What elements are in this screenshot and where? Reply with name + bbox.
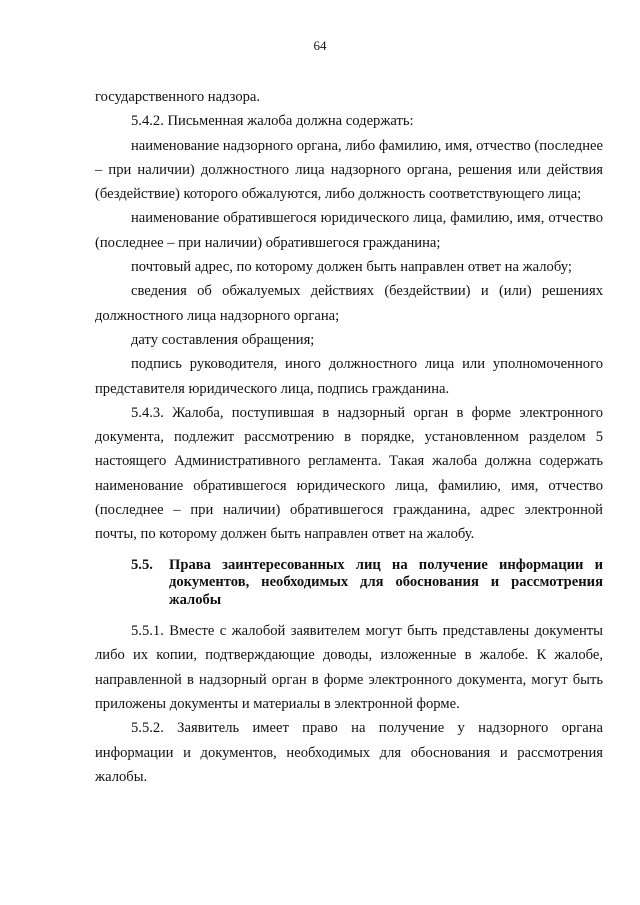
section-number: 5.5.: [131, 556, 153, 573]
paragraph-5-4-3: 5.4.3. Жалоба, поступившая в надзорный орган в форме электронного документа, подлежит рассмотрению в порядке, установленном разделом 5 настоящего Административного регламента. Такая жалоба должна содержать наименование обратившегося юридического лица, фамилию, имя, отчество (последнее – при наличии) обратившегося гражданина, адрес электронной почты, по которому должен быть направлен ответ на жалобу.: [95, 404, 603, 543]
list-item-authority-name: наименование надзорного органа, либо фамилию, имя, отчество (последнее – при наличии) должностного лица надзорного органа, решения или действия (бездействие) которого обжалуются, либо должность соответствующего лица;: [95, 137, 603, 203]
paragraph-5-5-1: 5.5.1. Вместе с жалобой заявителем могут быть представлены документы либо их копии, подтверждающие доводы, изложенные в жалобе. К жалобе, направленной в надзорный орган в форме электронного документа, могут быть приложены документы и материалы в электронной форме.: [95, 623, 603, 713]
page-number: 64: [313, 38, 327, 53]
list-item-signature: подпись руководителя, иного должностного лица или уполномоченного представителя юридического лица, подпись гражданина.: [95, 356, 603, 397]
paragraph-5-4-2-heading: 5.4.2. Письменная жалоба должна содержать:: [131, 113, 414, 130]
list-item-applicant-name: наименование обратившегося юридического лица, фамилию, имя, отчество (последнее – при наличии) обратившегося гражданина;: [95, 210, 603, 251]
document-body: [95, 85, 603, 789]
list-item-appealed-actions: сведения об обжалуемых действиях (бездействии) и (или) решениях должностного лица надзорного органа;: [95, 283, 603, 324]
section-heading-5-5: [95, 557, 603, 610]
list-item-date: дату составления обращения;: [131, 331, 315, 348]
list-item-postal-address: почтовый адрес, по которому должен быть направлен ответ на жалобу;: [131, 259, 572, 276]
section-title: Права заинтересованных лиц на получение информации и документов, необходимых для обоснования и рассмотрения жалобы: [169, 556, 603, 608]
paragraph-5-5-2: 5.5.2. Заявитель имеет право на получение у надзорного органа информации и документов, необходимых для обоснования и рассмотрения жалобы.: [95, 720, 603, 785]
paragraph-continuation: государственного надзора.: [95, 89, 261, 105]
